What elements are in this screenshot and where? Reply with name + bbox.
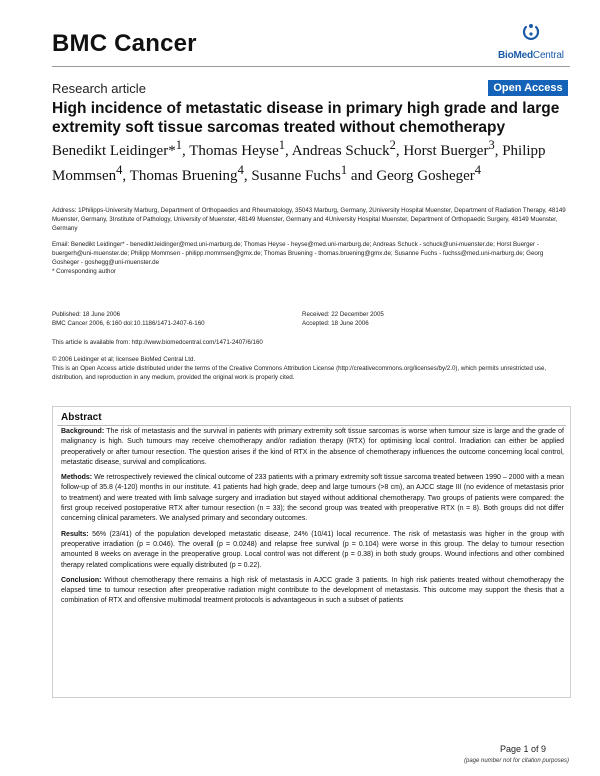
methods-label: Methods: xyxy=(61,474,93,482)
abstract-body xyxy=(61,427,564,612)
availability-info xyxy=(52,338,567,347)
email-list: Email: Benedikt Leidinger* - benedikt.leidinger@med.uni-marburg.de; Thomas Heyse - heyse@med.uni-marburg.de; Andreas Schuck - schuck@uni-muenster.de; Horst Buerger - buergerh@uni-muenster.de; Philipp Mommsen - philipp.mommsen@gmx.de; Thomas Bruening - thomas.bruening@gmx.de; Susanne Fuchs - fuchss@med.uni-marburg.de; Georg Gosheger - goshegg@uni-muenster.de xyxy=(52,241,544,266)
author-list: Benedikt Leidinger*$^1$, Thomas Heyse$^1$, Andreas Schuck$^2$, Horst Buerger$^3$, Philipp Mommsen$^4$, Thomas Bruening$^4$, Susanne Fuchs$^1$ and Georg Gosheger$^4$ xyxy=(52,138,546,184)
results-label: Results: xyxy=(61,530,89,538)
results-text: 56% (23/41) of the population developed metastatic disease, 24% (10/41) local recurrence. The risk of metastasis was higher in the group with preoperative irradiation (p = 0.046). The overall (p = 0.0248) and relapse free survival (p = 0.104) were worse in this group. The delay to tumour resection amounted 8 weeks on average in the preoperative group. Local control was not different (p = 0.38) in both study groups. Wound infections and other combined therapy related complications were equally distributed (p = 0.22). xyxy=(61,530,564,569)
license-text: This is an Open Access article distributed under the terms of the Creative Commons Attribution License (http://creativecommons.org/licenses/by/2.0), which permits unrestricted use, distribution, and reproduction in any medium, provided the original work is properly cited. xyxy=(52,365,547,381)
copyright: © 2006 Leidinger et al; licensee BioMed Central Ltd. xyxy=(52,356,196,363)
conclusion-label: Conclusion: xyxy=(61,576,102,584)
conclusion-text: Without chemotherapy there remains a high risk of metastasis in AJCC grade 3 patients. In high risk patients treated without chemotherapy the elapsed time to tumour resection after preoperative radiation might contribute to the development of metastasis. This outcome may support the thesis that a combination of RTX and offensive multimodal treatment protocols is advantageous in such a subset of patients xyxy=(61,576,564,605)
logo-wordmark xyxy=(498,50,568,61)
header-divider xyxy=(52,66,570,67)
abstract-results xyxy=(61,530,564,571)
journal-name: BMC Cancer xyxy=(52,30,197,57)
article-url[interactable]: This article is available from: http://www.biomedcentral.com/1471-2407/6/160 xyxy=(52,339,263,346)
publication-info-left xyxy=(52,310,292,328)
open-access-badge: Open Access xyxy=(488,80,568,96)
biomed-central-logo xyxy=(498,23,568,59)
methods-text: We retrospectively reviewed the clinical outcome of 233 patients with a primary extremity soft tissue sarcoma treated between 1990 – 2000 with a mean follow-up of 35.8 (4-120) months in our institute. 41 patients had high grade, deep and large tumours (>8 cm), an AJCC stage III (no evidence of metastasis prior to treatment) and were treated with limb salvage surgery and irradiation but stayed without additional chemotherapy. Two groups of patients were compared: the first group received postoperative RTX after tumour resection (n = 33); the second group was treated with preoperative RTX (n = 8). Both groups did not differ concerning clinical parameters. We analysed primary and secondary outcomes. xyxy=(61,474,564,523)
received-date: Received: 22 December 2005 xyxy=(302,311,384,318)
page-number: Page 1 of 9 xyxy=(500,744,547,754)
published-date: Published: 18 June 2006 xyxy=(52,311,121,318)
background-text: The risk of metastasis and the survival in patients with primary extremity soft tissue sarcomas is worse when tumour size is large and the grade of malignancy is high. Such tumours may receive chemotherapy and/or radiation therapy (RTX) for optimising local control. Irradiation can either be applied preoperatively or after tumour resection. The question arises if the kind of RTX in the absence of chemotherapy influences the outcome concerning local control, metastatic disease, survival and complications. xyxy=(61,428,564,466)
abstract-conclusion xyxy=(61,576,564,607)
corresponding-author-note: * Corresponding author xyxy=(52,268,116,275)
accepted-date: Accepted: 18 June 2006 xyxy=(302,320,369,327)
biomed-logo-icon xyxy=(498,23,568,45)
logo-wordmark-rest: Central xyxy=(532,50,564,61)
background-label: Background: xyxy=(61,428,105,435)
page-number-note: (page number not for citation purposes) xyxy=(464,758,570,764)
publication-info-right xyxy=(302,310,542,328)
article-type: Research article xyxy=(52,81,146,96)
citation: BMC Cancer 2006, 6:160 doi:10.1186/1471-2407-6-160 xyxy=(52,320,205,327)
logo-wordmark-bold: BioMed xyxy=(498,50,533,61)
article-title: High incidence of metastatic disease in primary high grade and large extremity soft tissue sarcomas treated without chemotherapy xyxy=(52,100,560,136)
author-emails xyxy=(52,240,567,276)
author-address: Address: 1Philipps-University Marburg, Department of Orthopaedics and Rheumatology, 35043 Marburg, Germany, 2University Hospital Muenster, Department of Radiation Therapy, 48149 Muenster, Germany, 3Institute of Pathology, University of Muenster, 48149 Muenster, Germany and 4University Hospital Muenster, Department of Orthopaedic Surgery, 48149 Muenster, Germany xyxy=(52,207,566,232)
abstract-methods xyxy=(61,473,564,524)
abstract-divider xyxy=(57,425,566,426)
abstract-background xyxy=(61,427,564,468)
abstract-heading: Abstract xyxy=(61,412,102,423)
license-info xyxy=(52,355,567,382)
